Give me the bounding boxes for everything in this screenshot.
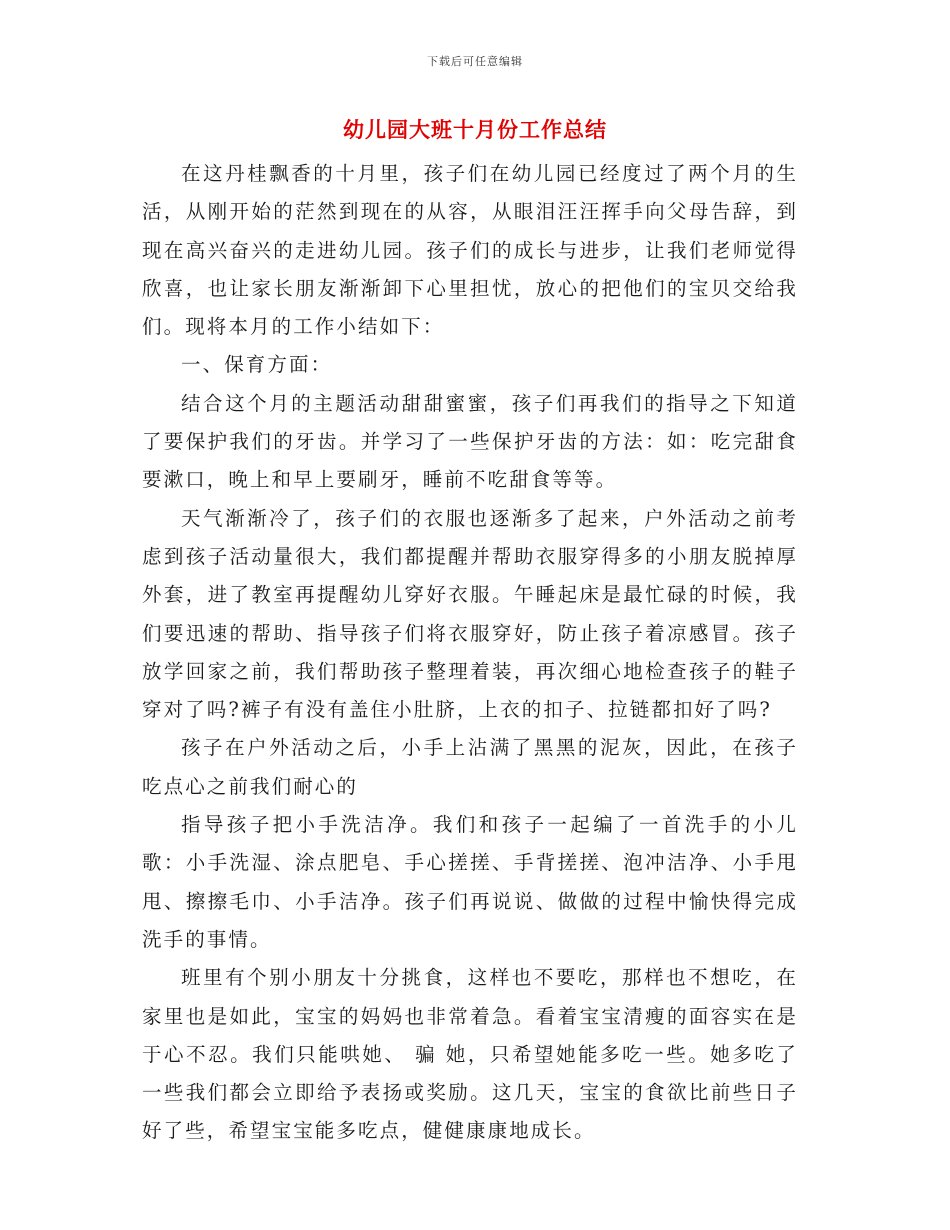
document-title: 幼儿园大班十月份工作总结 [343,117,607,142]
document-body [142,155,798,1151]
paragraph-outdoor: 孩子在户外活动之后，小手上沾满了黑黑的泥灰，因此，在孩子吃点心之前我们耐心的 [142,736,798,798]
paragraph-teeth: 结合这个月的主题活动甜甜蜜蜜，孩子们再我们的指导之下知道了要保护我们的牙齿。并学习了一些保护牙齿的方法：如：吃完甜食要漱口，晚上和早上要刷牙，睡前不吃甜食等等。 [142,391,798,492]
paragraph-picky-eating: 班里有个别小朋友十分挑食，这样也不要吃，那样也不想吃，在家里也是如此，宝宝的妈妈也非常着急。看着宝宝清瘦的面容实在是于心不忍。我们只能哄她、 骗 她，只希望她能多吃一些。她多吃了一些我们都会立即给予表扬或奖励。这几天，宝宝的食欲比前些日子好了些，希望宝宝能多吃点，健健康康地成长。 [142,966,798,1143]
paragraph-handwashing: 指导孩子把小手洗洁净。我们和孩子一起编了一首洗手的小儿歌：小手洗湿、涂点肥皂、手心搓搓、手背搓搓、泡冲洁净、小手甩甩、擦擦毛巾、小手洁净。孩子们再说说、做做的过程中愉快得完成洗手的事情。 [142,813,798,951]
paragraph-intro: 在这丹桂飘香的十月里，孩子们在幼儿园已经度过了两个月的生活，从刚开始的茫然到现在的从容，从眼泪汪汪挥手向父母告辞，到现在高兴奋兴的走进幼儿园。孩子们的成长与进步，让我们老师觉得欣喜，也让家长朋友渐渐卸下心里担忧，放心的把他们的宝贝交给我们。现将本月的工作小结如下： [142,162,798,339]
paragraph-clothing: 天气渐渐冷了，孩子们的衣服也逐渐多了起来，户外活动之前考虑到孩子活动量很大，我们都提醒并帮助衣服穿得多的小朋友脱掉厚外套，进了教室再提醒幼儿穿好衣服。午睡起床是最忙碌的时候，我们要迅速的帮助、指导孩子们将衣服穿好，防止孩子着凉感冒。孩子放学回家之前，我们帮助孩子整理着装，再次细心地检查孩子的鞋子穿对了吗?裤子有没有盖住小肚脐，上衣的扣子、拉链都扣好了吗? [142,506,798,722]
header-note: 下载后可任意编辑 [427,55,523,68]
section-heading-care: 一、保育方面： [181,353,333,377]
